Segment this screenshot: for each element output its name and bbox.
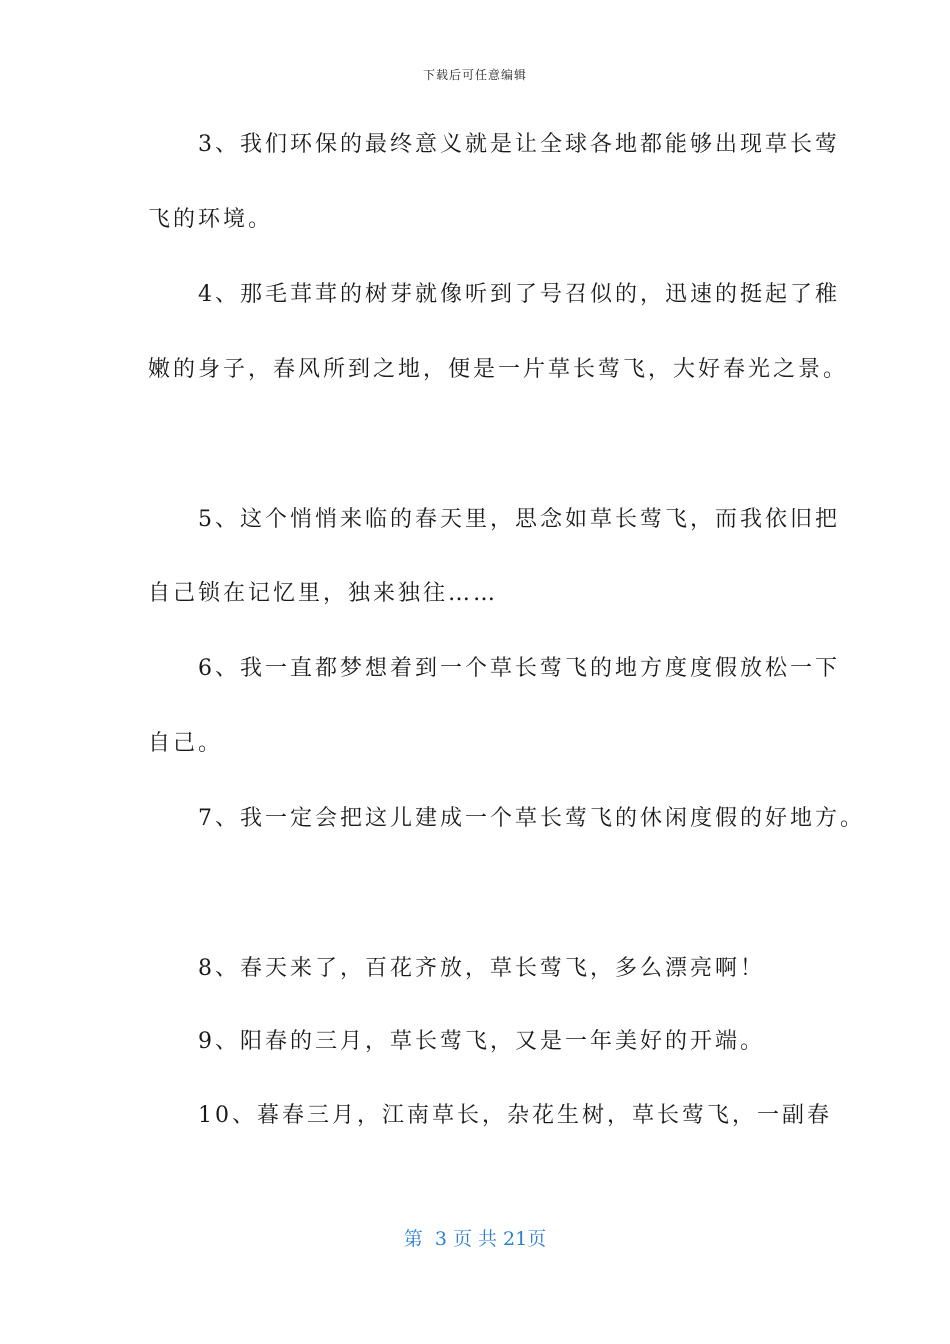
paragraph-line: 10、暮春三月，江南草长，杂花生树，草长莺飞，一副春 bbox=[148, 1103, 832, 1128]
paragraph-line: 4、那毛茸茸的树芽就像听到了号召似的，迅速的挺起了稚 bbox=[148, 282, 840, 307]
paragraph-line: 8、春天来了，百花齐放，草长莺飞，多么漂亮啊！ bbox=[148, 956, 765, 981]
paragraph-line: 9、阳春的三月，草长莺飞，又是一年美好的开端。 bbox=[148, 1029, 765, 1054]
paragraph-line: 7、我一定会把这儿建成一个草长莺飞的休闲度假的好地方。 bbox=[148, 806, 865, 831]
page-number-footer: 第 3 页 共 21页 bbox=[403, 1228, 547, 1250]
paragraph-line: 自己锁在记忆里，独来独往…… bbox=[148, 581, 499, 606]
paragraph-line: 飞的环境。 bbox=[148, 207, 274, 232]
paragraph-line: 嫩的身子，春风所到之地，便是一片草长莺飞，大好春光之景。 bbox=[148, 357, 849, 382]
paragraph-line: 5、这个悄悄来临的春天里，思念如草长莺飞，而我依旧把 bbox=[148, 507, 840, 532]
paragraph-line: 6、我一直都梦想着到一个草长莺飞的地方度度假放松一下 bbox=[148, 656, 840, 681]
paragraph-line: 自己。 bbox=[148, 731, 224, 756]
page-header: 下载后可任意编辑 bbox=[422, 68, 527, 82]
paragraph-line: 3、我们环保的最终意义就是让全球各地都能够出现草长莺 bbox=[148, 132, 840, 157]
